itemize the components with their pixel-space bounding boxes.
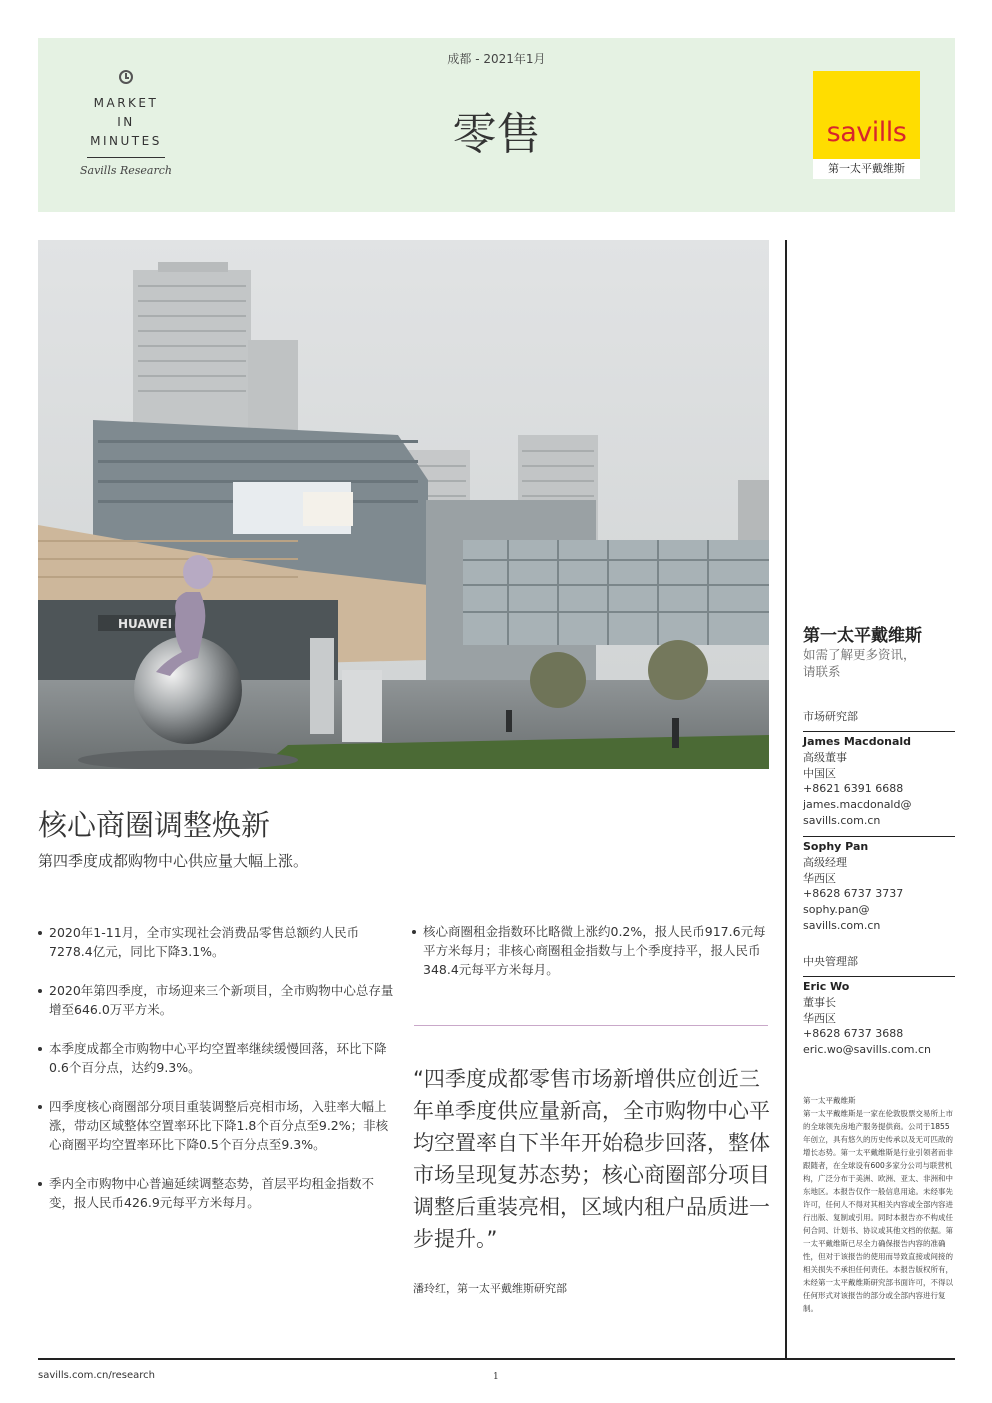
list-item: 2020年第四季度，市场迎来三个新项目，全市购物中心总存量增至646.0万平方米。 <box>38 981 396 1019</box>
brand-line-2: IN <box>117 115 135 129</box>
brand-subtitle: Savills Research <box>79 164 172 177</box>
contact-region: 中国区 <box>803 766 836 780</box>
headline-subtitle: 第四季度成都购物中心供应量大幅上涨。 <box>38 852 309 870</box>
contact-card <box>803 734 955 829</box>
dept-research: 市场研究部 <box>803 710 858 723</box>
list-item: 本季度成都全市购物中心平均空置率继续缓慢回落，环比下降0.6个百分点，达约9.3%。 <box>38 1039 396 1077</box>
disclaimer-body: 第一太平戴维斯是一家在伦敦股票交易所上市的全球领先房地产服务提供商。公司于1855年创立，具有悠久的历史传承以及无可匹敌的增长态势。第一太平戴维斯是行业引领者而非跟随者，在全球设有600多家分公司与联营机构，广泛分布于美洲、欧洲、亚太、非洲和中东地区。本报告仅作一般信息用途。未经事先许可，任何人不得对其相关内容或全部内容进行出版、复制或引用。同时本报告亦不构成任何合同、计划书、协议或其他文档的依据。第一太平戴维斯已尽全力确保报告内容的准确性，但对于该报告的使用而导致直接或间接的相关损失不承担任何责任。本报告版权所有，未经第一太平戴维斯研究部书面许可，不得以任何形式对该报告的部分或全部内容进行复制。 <box>803 1109 953 1313</box>
contact-name: Eric Wo <box>803 980 850 993</box>
footer-divider <box>38 1358 955 1360</box>
contact-region: 华西区 <box>803 871 836 885</box>
contact-email-2[interactable]: savills.com.cn <box>803 918 881 932</box>
brand-line-1: MARKET <box>93 96 159 110</box>
contact-card <box>803 839 955 934</box>
contact-divider <box>803 976 955 977</box>
contact-phone[interactable]: +8621 6391 6688 <box>803 782 904 796</box>
column-divider <box>785 240 787 1358</box>
contact-title: 董事长 <box>803 995 836 1009</box>
key-points-right <box>412 922 768 979</box>
dept-central: 中央管理部 <box>803 955 858 968</box>
tagline-line-1: 如需了解更多资讯， <box>803 647 916 662</box>
quote-divider <box>414 1025 768 1026</box>
contact-divider <box>803 731 955 732</box>
cover-photo-mall <box>38 240 769 769</box>
contact-card <box>803 979 955 1058</box>
list-item: 2020年1-11月，全市实现社会消费品零售总额约人民币7278.4亿元，同比下降3.1%。 <box>38 923 396 961</box>
footer-url[interactable]: savills.com.cn/research <box>38 1370 155 1381</box>
headline: 核心商圈调整焕新 <box>38 808 271 842</box>
tagline-line-2: 请联系 <box>803 664 841 679</box>
page-number: 1 <box>493 1372 499 1382</box>
disclaimer <box>803 1094 955 1315</box>
contact-email[interactable]: eric.wo@savills.com.cn <box>803 1043 932 1057</box>
contact-phone[interactable]: +8628 6737 3688 <box>803 1027 904 1041</box>
contact-email-1[interactable]: james.macdonald@ <box>803 798 912 812</box>
list-item: 核心商圈租金指数环比略微上涨约0.2%，报人民币917.6元每平方米每月；非核心商圈租金指数与上个季度持平，报人民币348.4元每平方米每月。 <box>412 922 768 979</box>
contact-title: 高级董事 <box>803 750 847 764</box>
contact-divider <box>803 836 955 837</box>
contact-email-2[interactable]: savills.com.cn <box>803 813 881 827</box>
savills-logo <box>813 71 920 179</box>
contact-title: 高级经理 <box>803 855 847 869</box>
contact-email-1[interactable]: sophy.pan@ <box>803 903 870 917</box>
header-band <box>38 38 955 212</box>
pull-quote: “四季度成都零售市场新增供应创近三年单季度供应量新高，全市购物中心平均空置率自下半年开始稳步回落，整体市场呈现复苏态势；核心商圈部分项目调整后重装亮相，区域内租户品质进一步提升。” <box>413 1067 770 1251</box>
disclaimer-title: 第一太平戴维斯 <box>803 1096 856 1105</box>
sidebar-brand: 第一太平戴维斯 <box>803 626 922 646</box>
clock-icon <box>119 70 133 84</box>
savills-chinese-name: 第一太平戴维斯 <box>828 162 905 175</box>
contact-region: 华西区 <box>803 1011 836 1025</box>
contact-phone[interactable]: +8628 6737 3737 <box>803 887 904 901</box>
brand-line-3: MINUTES <box>90 134 162 148</box>
list-item: 四季度核心商圈部分项目重装调整后亮相市场，入驻率大幅上涨，带动区域整体空置率环比下降1.8个百分点至9.2%；非核心商圈平均空置率环比下降0.5个百分点至9.3%。 <box>38 1097 396 1154</box>
huawei-store-sign: HUAWEI <box>118 617 173 631</box>
savills-wordmark: savills <box>826 117 907 148</box>
quote-attribution: 潘玲红，第一太平戴维斯研究部 <box>413 1282 567 1295</box>
list-item: 季内全市购物中心普遍延续调整态势，首层平均租金指数不变，报人民币426.9元每平方米每月。 <box>38 1174 396 1212</box>
mall-scene-illustration <box>38 240 769 769</box>
report-date: 成都 - 2021年1月 <box>447 52 546 66</box>
contact-name: Sophy Pan <box>803 840 869 853</box>
contact-name: James Macdonald <box>803 735 912 748</box>
sidebar-tagline <box>803 646 955 680</box>
key-points-left <box>38 923 396 1232</box>
report-title: 零售 <box>452 109 541 160</box>
